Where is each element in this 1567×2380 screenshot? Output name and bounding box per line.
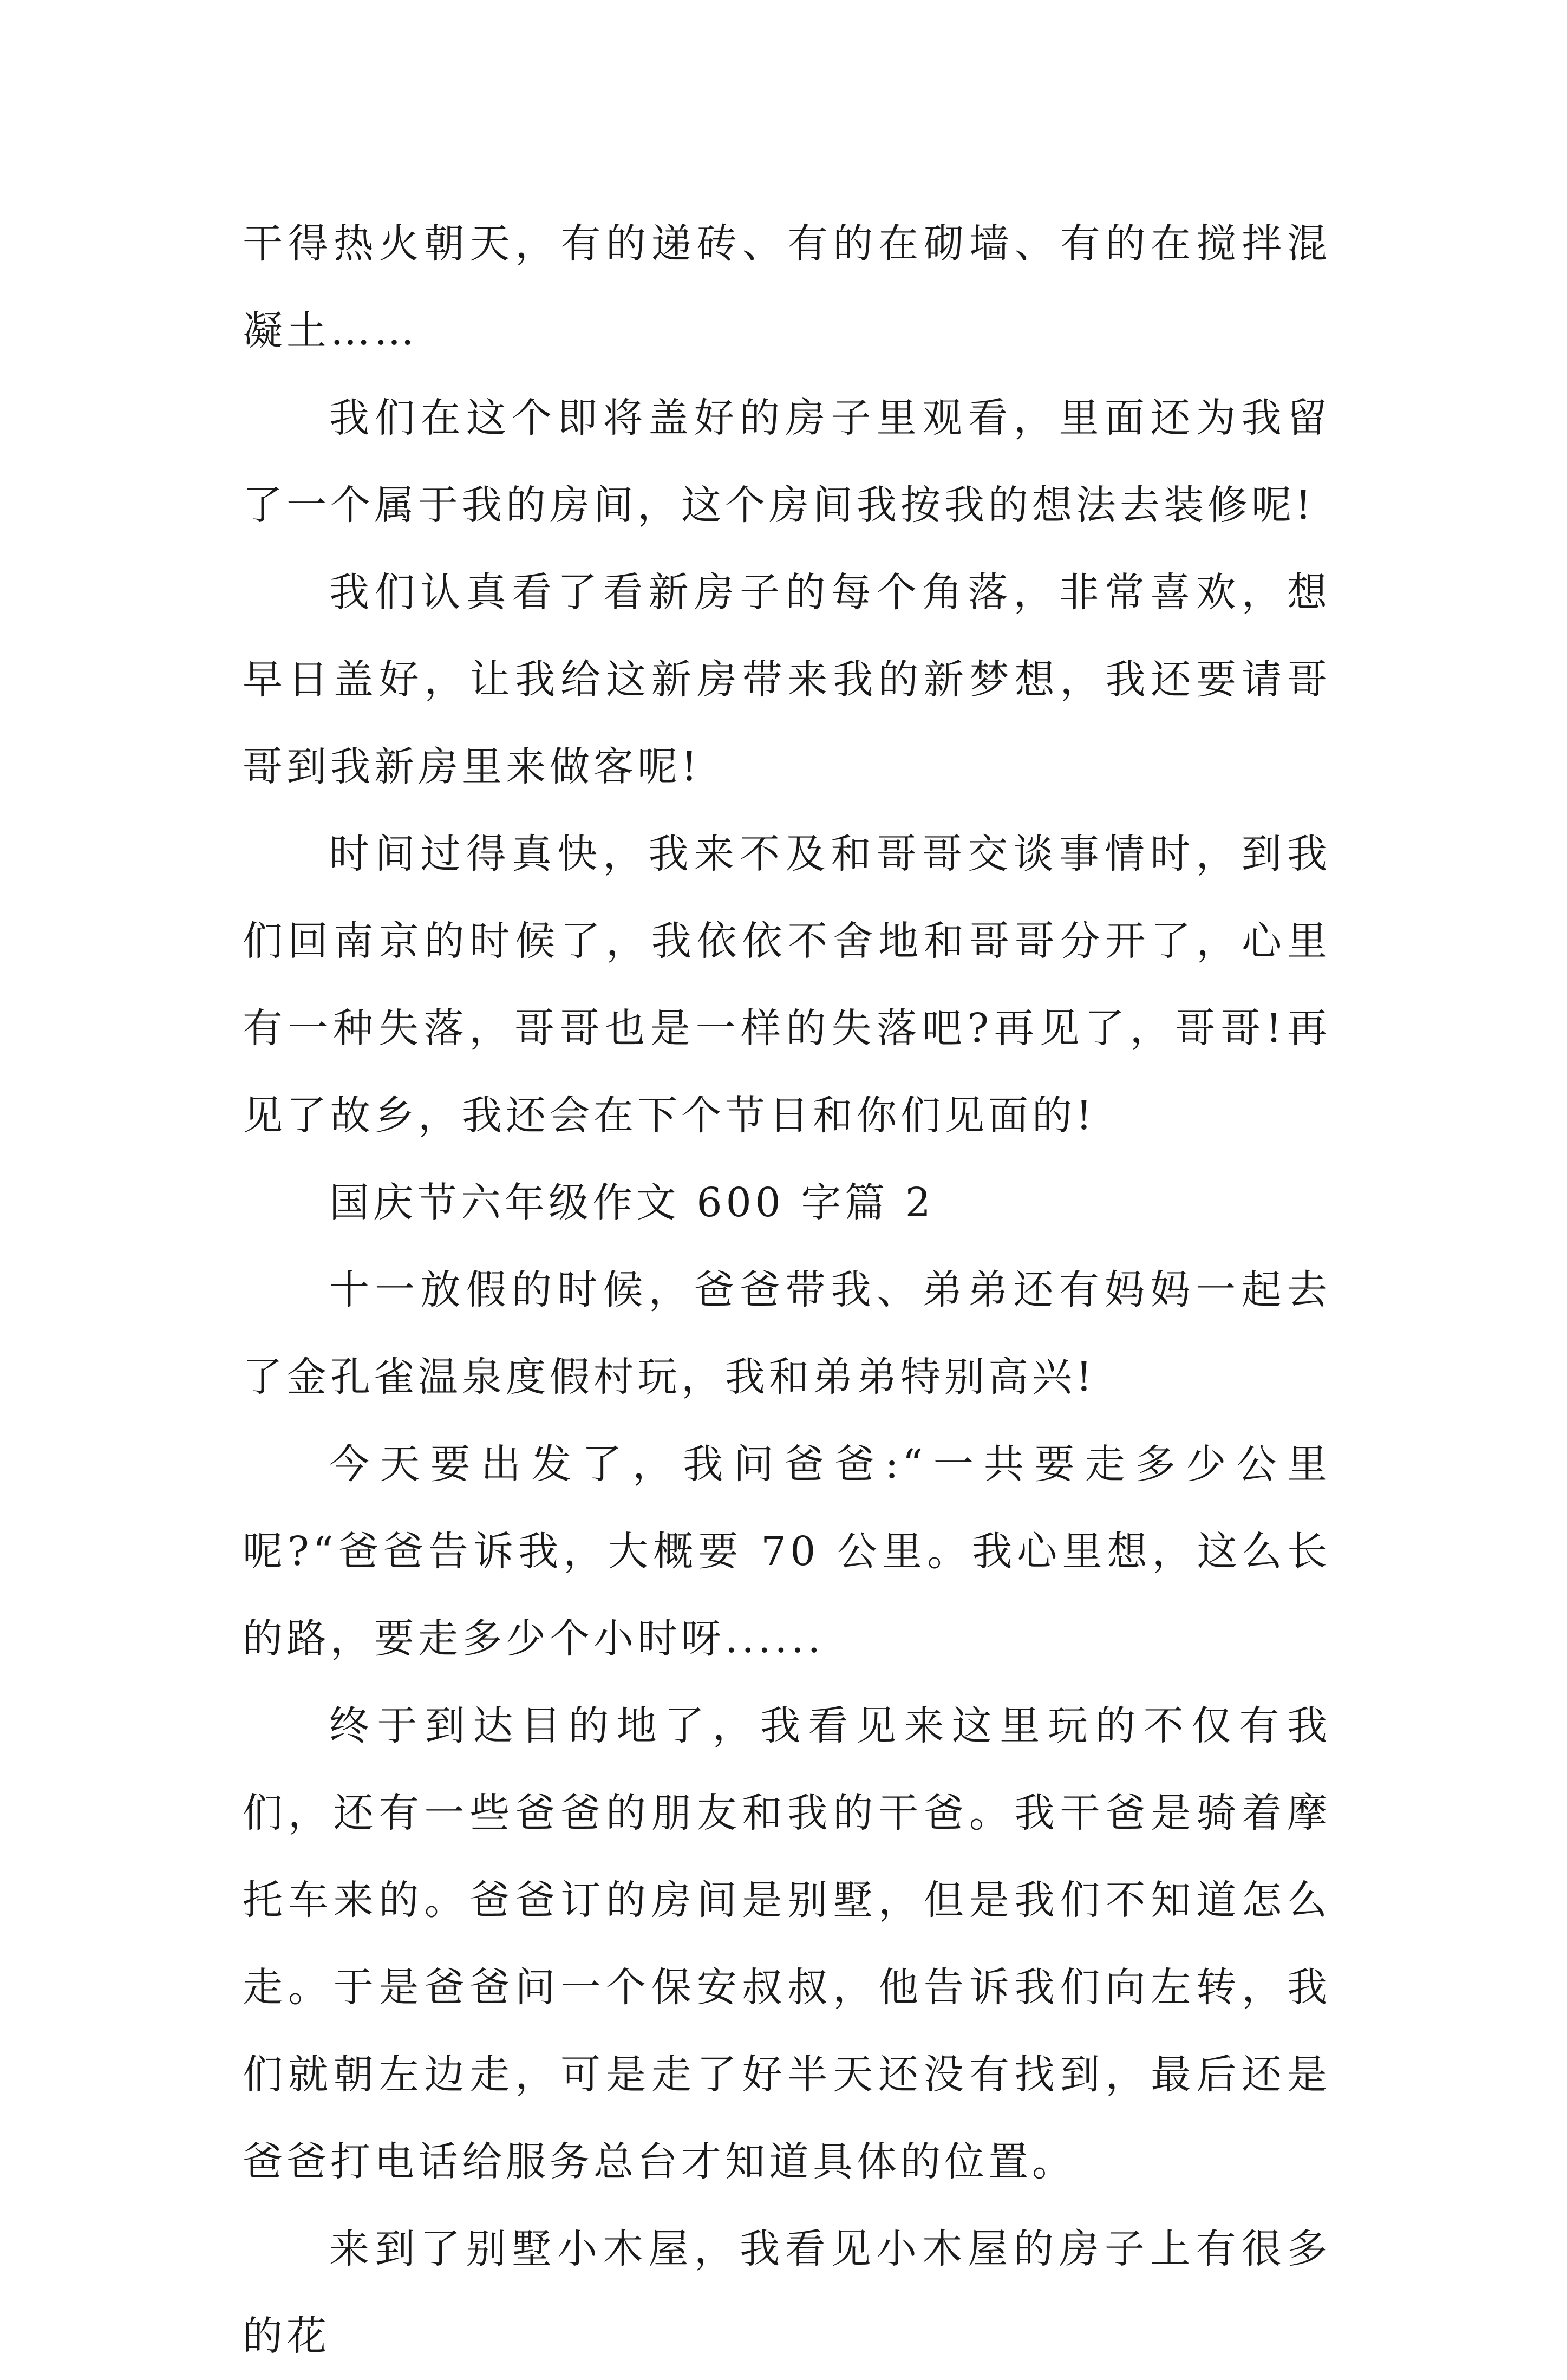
section-heading: 国庆节六年级作文 600 字篇 2: [329, 1179, 935, 1226]
paragraph-3: 我们认真看了看新房子的每个角落，非常喜欢，想早日盖好，让我给这新房带来我的新梦想，我还要请哥哥到我新房里来做客呢!: [243, 569, 1331, 790]
document-body: [243, 200, 1331, 2380]
paragraph-8: 来到了别墅小木屋，我看见小木屋的房子上有很多的花: [243, 2226, 1331, 2359]
paragraph-6: 今天要出发了，我问爸爸:“一共要走多少公里呢?“爸爸告诉我，大概要 70 公里。我心里想，这么长的路，要走多少个小时呀......: [243, 1441, 1331, 1662]
paragraph-5: 十一放假的时候，爸爸带我、弟弟还有妈妈一起去了金孔雀温泉度假村玩，我和弟弟特别高兴!: [243, 1267, 1331, 1400]
paragraph-2: 我们在这个即将盖好的房子里观看，里面还为我留了一个属于我的房间，这个房间我按我的想法去装修呢!: [243, 395, 1331, 529]
paragraph-7: 终于到达目的地了，我看见来这里玩的不仅有我们，还有一些爸爸的朋友和我的干爸。我干爸是骑着摩托车来的。爸爸订的房间是别墅，但是我们不知道怎么走。于是爸爸问一个保安叔叔，他告诉我们向左转，我们就朝左边走，可是走了好半天还没有找到，最后还是爸爸打电话给服务总台才知道具体的位置。: [243, 1703, 1331, 2185]
paragraph-1: 干得热火朝天，有的递砖、有的在砌墙、有的在搅拌混凝土……: [243, 220, 1331, 354]
paragraph-4: 时间过得真快，我来不及和哥哥交谈事情时，到我们回南京的时候了，我依依不舍地和哥哥分开了，心里有一种失落，哥哥也是一样的失落吧?再见了，哥哥!再见了故乡，我还会在下个节日和你们见面的!: [243, 831, 1331, 1139]
